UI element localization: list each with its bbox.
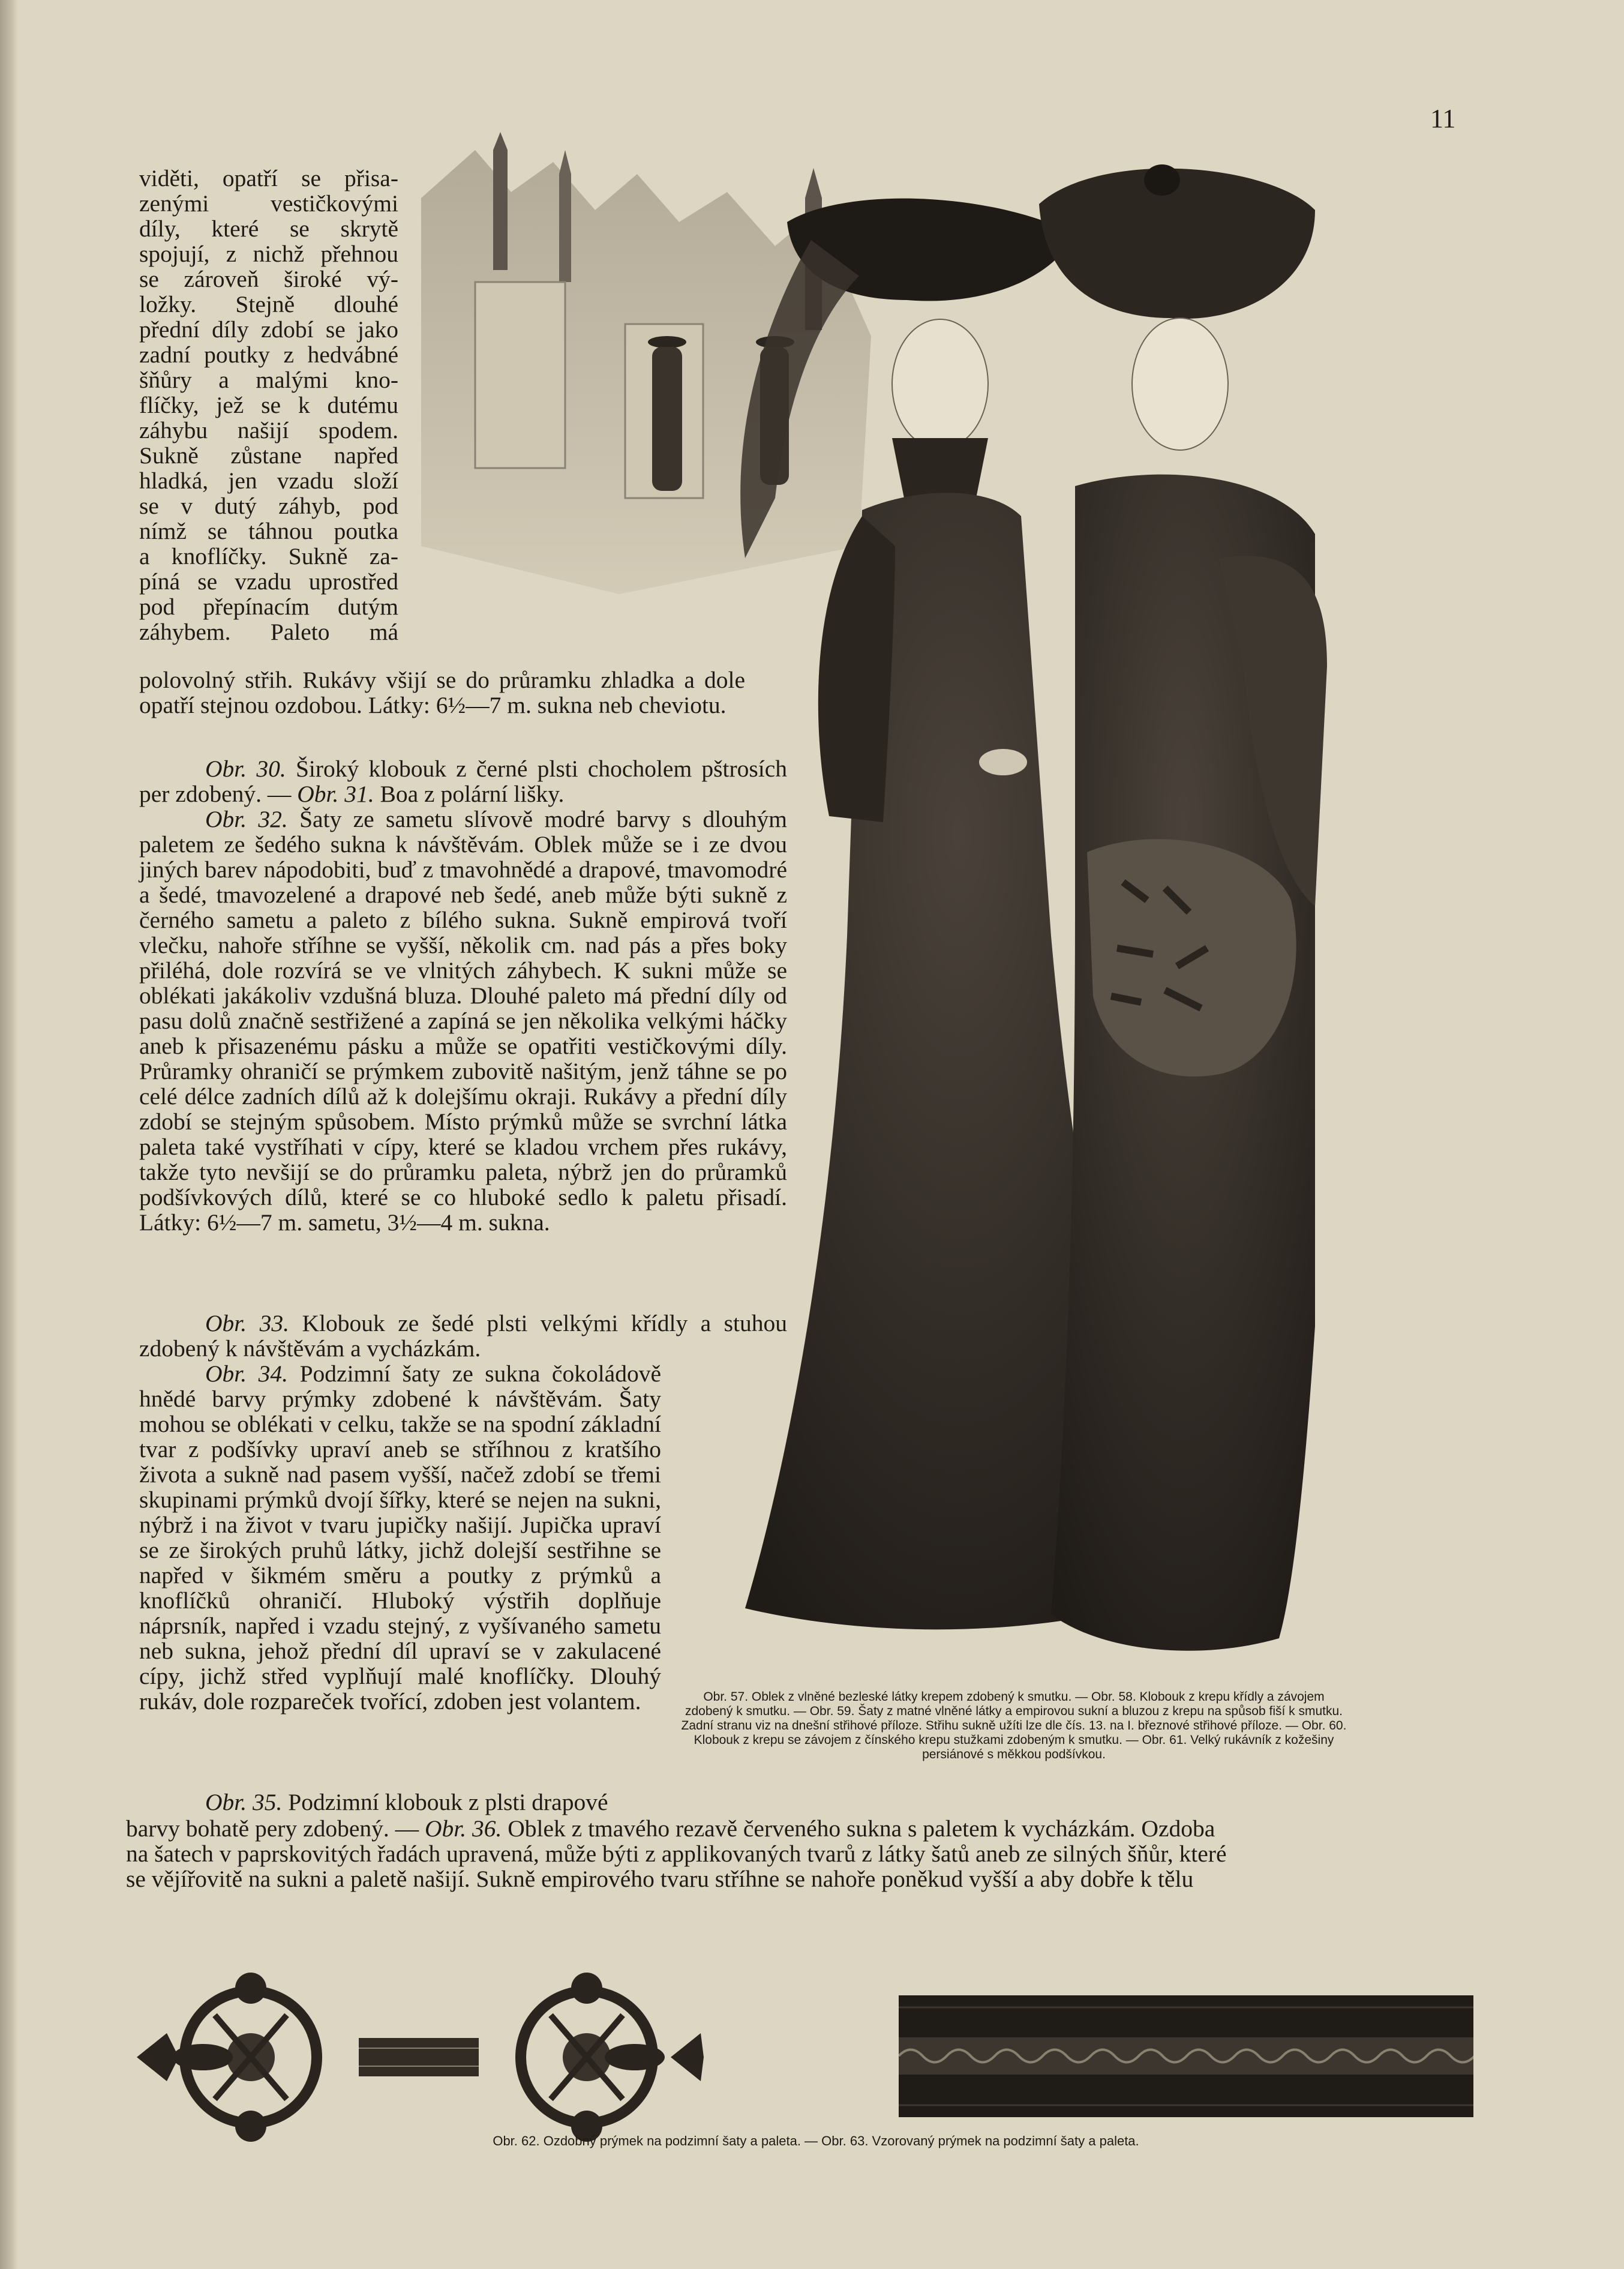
book-spine <box>0 0 18 2269</box>
bottom-line-2: na šatech v paprskovitých řadách upravená, může býti z applikovaných tvarů z látky šatů aneb ze silných šňůr, které <box>126 1841 1227 1867</box>
patterned-band-illustration <box>899 1995 1473 2117</box>
obr-32-label: Obr. 32. <box>205 806 288 832</box>
bottom-figure-caption: Obr. 62. Ozdobný prýmek na podzimní šaty a paleta. — Obr. 63. Vzorovaný prýmek na podzimní šaty a paleta. <box>493 2133 1139 2148</box>
figure-caption: Obr. 57. Oblek z vlněné bezleské látky krepem zdobený k smutku. — Obr. 58. Klobouk z krepu křídly a závojem zdobený k smutku. — Obr. 59. Šaty z matné vlněné látky a empirovou sukní a bluzou z krepu na spůsob fiší k smutku. Zadní stranu viz na dnešní střihové příloze. Střihu sukně užíti lze dle čís. 13. na I. březnové střihové příloze. — Obr. 60. Klobouk z krepu se závojem z čínského krepu stužkami zdobeným k smutku. — Obr. 61. Velký rukávník z kožešiny persiánové s měkkou podšívkou. <box>681 1690 1347 1761</box>
right-figure <box>1039 164 1327 1651</box>
column-line: flíčky, jež se k dutému <box>139 392 398 418</box>
column-line: viděti, opatří se přisa- <box>139 165 398 191</box>
column-line: Sukně zůstane napřed <box>139 442 398 469</box>
column-line: záhybu našijí spodem. <box>139 417 398 443</box>
column-line: zadní poutky z hedvábné <box>139 341 398 368</box>
ornamental-trim-illustration <box>131 1961 707 2153</box>
column-line: šňůry a malými kno- <box>139 367 398 393</box>
column-line: nímž se táhnou poutka <box>139 518 398 544</box>
obr-33-paragraph: Obr. 33. Klobouk ze šedé plsti velkými křídly a stuhou zdobený k návštěvám a vycházkám. <box>139 1310 788 1362</box>
column-line: zenými vestičkovými <box>139 190 398 217</box>
column-line: a knoflíčky. Sukně za- <box>139 543 398 570</box>
column-line: hladká, jen vzadu složí <box>139 467 398 494</box>
column-line: ložky. Stejně dlouhé <box>139 291 398 317</box>
obr-35-label: Obr. 35. <box>205 1789 283 1815</box>
column-line: díly, které se skrytě <box>139 215 398 242</box>
column-line: pod přepínacím dutým <box>139 594 398 620</box>
column-line: spojují, z nichž přehnou <box>139 241 398 267</box>
column-line: se v dutý záhyb, pod <box>139 493 398 519</box>
obr-33-label: Obr. 33. <box>205 1310 289 1336</box>
page-number: 11 <box>1430 104 1456 133</box>
obr-34-paragraph: Obr. 34. Podzimní šaty ze sukna čokoládově hnědé barvy prýmky zdobené k návštěvám. Šaty mohou se oblékati v celku, takže se na spodní základní tvar z podšívky upraví aneb se stříhnou z kratšího života a sukně nad pasem vyšší, načež zdobí se třemi skupinami prýmků dvojí šířky, které se nejen na sukni, nýbrž i na život v tvaru jupičky našijí. Jupička upraví se ze širokých pruhů látky, jichž dolejší sestřihne se napřed v šikmém směru a poutky z prýmků a knoflíčků ohraničí. Hluboký výstřih doplňuje náprsník, napřed i vzadu stejný, z vyšívaného sametu neb sukna, jehož přední díl upraví se v zakulacené cípy, jichž střed vyplňují malé knoflíčky. Dlouhý rukáv, dole rozpareček tvořící, zdoben jest volantem. <box>139 1360 662 1715</box>
bottom-line-3: se vějířovitě na sukni a paletě našijí. Sukně empirového tvaru stříhne se nahoře poněkud vyšší a aby dobře k tělu <box>126 1866 1194 1892</box>
obr-30-31-paragraph: Obr. 30. Široký klobouk z černé plsti chocholem pštrosích per zdobený. — Obr. 31. Boa z polární lišky. <box>139 756 788 807</box>
obr-30-label: Obr. 30. <box>205 756 286 782</box>
column-line: záhybem. Paleto má <box>139 619 398 645</box>
body-paragraph: polovolný střih. Rukávy všijí se do průramku zhladka a dole opatří stejnou ozdobou. Látky: 6½—7 m. sukna neb cheviotu. <box>139 667 745 718</box>
obr-32-paragraph: Obr. 32. Šaty ze sametu slívově modré barvy s dlouhým paletem ze šedého sukna k návštěvám. Oblek může se i ze dvou jiných barev nápodobiti, buď z tmavohnědé a drapové, tmavomodré a šedé, tmavozelené a drapové neb šedé, aneb může býti sukně z černého sametu a paleto z bílého sukna. Sukně empirová tvoří vlečku, nahoře stříhne se vyšší, několik cm. nad pás a přes boky přiléhá, dole rozvírá se ve vlnitých záhybech. K sukni může se oblékati jakákoliv vzdušná bluza. Dlouhé paleto má přední díly od pasu dolů značně sestřižené a zapíná se jen několika velkými háčky aneb k přisazenému pásku a může se opatřiti vestičkovými díly. Průramky ohraničí se prýmkem zubovitě našitým, jenž táhne se po celé délce zadních dílů až k dolejšímu okraji. Rukávy a přední díly zdobí se stejným spůsobem. Místo prýmků může se svrchní látka paleta také vystříhati v cípy, které se kladou vrchem přes rukávy, takže tyto nevšijí se do průramku paleta, nýbrž jen do průramků podšívkových dílů, které se co hluboké sedlo k paletu přisadí. Látky: 6½—7 m. sametu, 3½—4 m. sukna. <box>139 806 787 1236</box>
bottom-paragraph: barvy bohatě pery zdobený. — Obr. 36. Oblek z tmavého rezavě červeného sukna s paletem k vycházkám. Ozdoba na šatech v paprskovitých řadách upravená, může býti z applikovaných tvarů z látky šatů aneb ze silných šňůr, které se vějířovitě na sukni a paletě našijí. Sukně empirového tvaru stříhne se nahoře poněkud vyšší a aby dobře k tělu <box>126 1816 1455 1892</box>
obr-31-label: Obr. 31. <box>297 781 374 807</box>
column-line: přední díly zdobí se jako <box>139 316 398 343</box>
column-line: se zároveň široké vý- <box>139 266 398 292</box>
obr-34-label: Obr. 34. <box>205 1360 289 1387</box>
obr-36-label: Obr. 36. <box>424 1815 502 1842</box>
column-line: píná se vzadu uprostřed <box>139 568 398 595</box>
obr-35-line: Obr. 35. Podzimní klobouk z plsti drapové <box>205 1789 608 1815</box>
